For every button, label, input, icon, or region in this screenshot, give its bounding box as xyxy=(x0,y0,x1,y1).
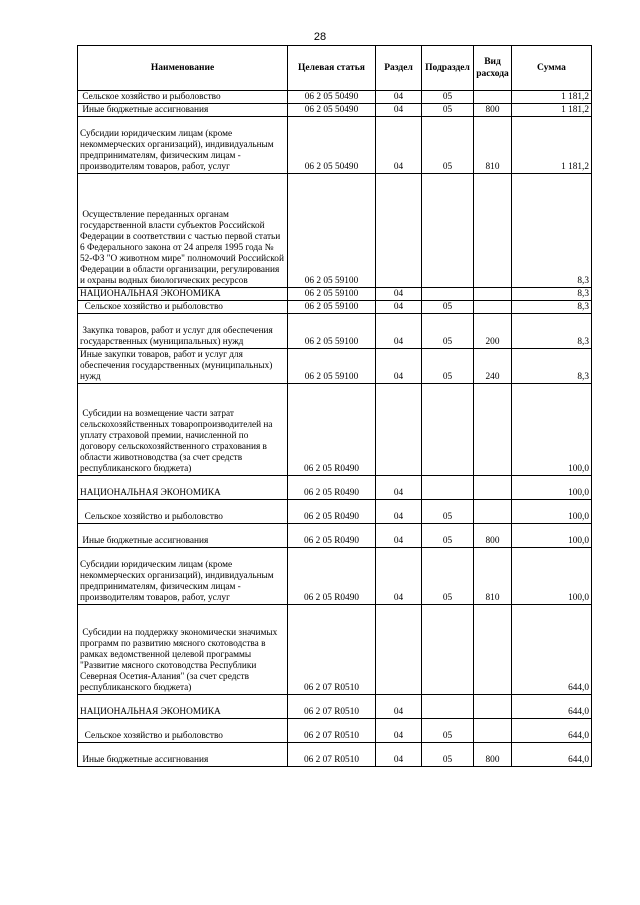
row-subsection: 05 xyxy=(422,117,474,174)
row-expense-type xyxy=(474,476,512,500)
row-expense-type: 800 xyxy=(474,104,512,117)
row-sum: 100,0 xyxy=(512,500,592,524)
table-row xyxy=(78,314,592,349)
row-name: Субсидии на поддержку экономически значимых программ по развитию мясного скотоводства в рамках ведомственной целевой программы "Развитие мясного скотоводства Республики Северная Осетия-Алания" (за счет средств республиканского бюджета) xyxy=(78,605,288,695)
row-name: Иные бюджетные ассигнования xyxy=(78,104,288,117)
row-subsection xyxy=(422,605,474,695)
row-section xyxy=(376,174,422,288)
header-target: Целевая статья xyxy=(288,46,376,91)
row-target-code: 06 2 05 59100 xyxy=(288,288,376,301)
row-subsection: 05 xyxy=(422,719,474,743)
row-sum: 100,0 xyxy=(512,384,592,476)
row-target-code: 06 2 05 50490 xyxy=(288,104,376,117)
row-name: Субсидии юридическим лицам (кроме некоммерческих организаций), индивидуальным предпринимателям, физическим лицам - производителям товаров, работ, услуг xyxy=(78,548,288,605)
row-subsection: 05 xyxy=(422,104,474,117)
row-target-code: 06 2 05 59100 xyxy=(288,349,376,384)
row-subsection: 05 xyxy=(422,548,474,605)
row-expense-type xyxy=(474,695,512,719)
row-sum: 8,3 xyxy=(512,174,592,288)
table-row xyxy=(78,384,592,476)
row-name: Осуществление переданных органам государственной власти субъектов Российской Федерации в соответствии с частью первой статьи 6 Федерального закона от 24 апреля 1995 года № 52-ФЗ "О животном мире" полномочий Российской Федерации в области организации, регулирования и охраны водных биологических ресурсов xyxy=(78,174,288,288)
row-expense-type: 240 xyxy=(474,349,512,384)
row-expense-type: 200 xyxy=(474,314,512,349)
row-name: Иные бюджетные ассигнования xyxy=(78,743,288,767)
table-row xyxy=(78,719,592,743)
row-name: НАЦИОНАЛЬНАЯ ЭКОНОМИКА xyxy=(78,695,288,719)
table-row xyxy=(78,91,592,104)
row-expense-type xyxy=(474,288,512,301)
row-target-code: 06 2 07 R0510 xyxy=(288,695,376,719)
table-row xyxy=(78,500,592,524)
row-subsection: 05 xyxy=(422,524,474,548)
header-subsection: Подраздел xyxy=(422,46,474,91)
table-row xyxy=(78,288,592,301)
row-section xyxy=(376,384,422,476)
row-sum: 100,0 xyxy=(512,548,592,605)
row-name: Субсидии юридическим лицам (кроме некоммерческих организаций), индивидуальным предпринимателям, физическим лицам - производителям товаров, работ, услуг xyxy=(78,117,288,174)
table-row xyxy=(78,301,592,314)
row-target-code: 06 2 07 R0510 xyxy=(288,743,376,767)
row-name: Сельское хозяйство и рыболовство xyxy=(78,91,288,104)
row-target-code: 06 2 05 59100 xyxy=(288,174,376,288)
row-name: Иные закупки товаров, работ и услуг для обеспечения государственных (муниципальных) нужд xyxy=(78,349,288,384)
row-target-code: 06 2 05 R0490 xyxy=(288,500,376,524)
row-subsection xyxy=(422,288,474,301)
row-target-code: 06 2 05 R0490 xyxy=(288,384,376,476)
row-section: 04 xyxy=(376,288,422,301)
row-sum: 644,0 xyxy=(512,605,592,695)
row-section xyxy=(376,605,422,695)
row-expense-type: 810 xyxy=(474,117,512,174)
row-target-code: 06 2 05 50490 xyxy=(288,117,376,174)
table-header-row xyxy=(78,46,592,91)
row-section: 04 xyxy=(376,301,422,314)
row-target-code: 06 2 05 R0490 xyxy=(288,524,376,548)
table-row xyxy=(78,117,592,174)
row-section: 04 xyxy=(376,91,422,104)
row-expense-type: 800 xyxy=(474,743,512,767)
header-sum: Сумма xyxy=(512,46,592,91)
row-target-code: 06 2 05 50490 xyxy=(288,91,376,104)
row-sum: 644,0 xyxy=(512,719,592,743)
row-sum: 8,3 xyxy=(512,314,592,349)
budget-table xyxy=(77,45,592,767)
row-expense-type xyxy=(474,384,512,476)
row-target-code: 06 2 05 R0490 xyxy=(288,476,376,500)
row-section: 04 xyxy=(376,117,422,174)
table-row xyxy=(78,743,592,767)
row-target-code: 06 2 05 59100 xyxy=(288,314,376,349)
header-section: Раздел xyxy=(376,46,422,91)
row-section: 04 xyxy=(376,349,422,384)
row-section: 04 xyxy=(376,743,422,767)
row-section: 04 xyxy=(376,500,422,524)
row-expense-type xyxy=(474,500,512,524)
row-sum: 1 181,2 xyxy=(512,104,592,117)
row-sum: 100,0 xyxy=(512,524,592,548)
row-subsection: 05 xyxy=(422,349,474,384)
row-section: 04 xyxy=(376,314,422,349)
row-subsection: 05 xyxy=(422,301,474,314)
row-subsection: 05 xyxy=(422,743,474,767)
row-sum: 1 181,2 xyxy=(512,91,592,104)
row-target-code: 06 2 05 R0490 xyxy=(288,548,376,605)
row-expense-type xyxy=(474,605,512,695)
row-sum: 1 181,2 xyxy=(512,117,592,174)
table-row xyxy=(78,524,592,548)
row-sum: 644,0 xyxy=(512,695,592,719)
table-row xyxy=(78,476,592,500)
row-sum: 100,0 xyxy=(512,476,592,500)
row-sum: 644,0 xyxy=(512,743,592,767)
row-section: 04 xyxy=(376,548,422,605)
row-name: НАЦИОНАЛЬНАЯ ЭКОНОМИКА xyxy=(78,288,288,301)
row-target-code: 06 2 05 59100 xyxy=(288,301,376,314)
row-name: Иные бюджетные ассигнования xyxy=(78,524,288,548)
row-subsection: 05 xyxy=(422,314,474,349)
row-expense-type: 810 xyxy=(474,548,512,605)
row-section: 04 xyxy=(376,476,422,500)
header-name: Наименование xyxy=(78,46,288,91)
row-subsection xyxy=(422,384,474,476)
row-expense-type xyxy=(474,719,512,743)
row-target-code: 06 2 07 R0510 xyxy=(288,605,376,695)
table-row xyxy=(78,605,592,695)
row-target-code: 06 2 07 R0510 xyxy=(288,719,376,743)
table-row xyxy=(78,548,592,605)
row-section: 04 xyxy=(376,524,422,548)
row-name: Сельское хозяйство и рыболовство xyxy=(78,500,288,524)
row-name: Сельское хозяйство и рыболовство xyxy=(78,719,288,743)
row-subsection xyxy=(422,695,474,719)
row-expense-type xyxy=(474,174,512,288)
table-row xyxy=(78,174,592,288)
row-subsection: 05 xyxy=(422,91,474,104)
table-body xyxy=(78,91,592,767)
row-sum: 8,3 xyxy=(512,288,592,301)
row-name: НАЦИОНАЛЬНАЯ ЭКОНОМИКА xyxy=(78,476,288,500)
row-name: Субсидии на возмещение части затрат сельскохозяйственных товаропроизводителей на уплату страховой премии, начисленной по договору сельскохозяйственного страхования в области животноводства (за счет средств республиканского бюджета) xyxy=(78,384,288,476)
row-sum: 8,3 xyxy=(512,301,592,314)
page-number: 28 xyxy=(313,31,327,43)
row-section: 04 xyxy=(376,719,422,743)
row-expense-type: 800 xyxy=(474,524,512,548)
row-expense-type xyxy=(474,91,512,104)
row-name: Закупка товаров, работ и услуг для обеспечения государственных (муниципальных) нужд xyxy=(78,314,288,349)
header-expense-type: Вид расхода xyxy=(474,46,512,91)
row-expense-type xyxy=(474,301,512,314)
row-subsection: 05 xyxy=(422,500,474,524)
table-row xyxy=(78,695,592,719)
row-sum: 8,3 xyxy=(512,349,592,384)
table-row xyxy=(78,104,592,117)
row-name: Сельское хозяйство и рыболовство xyxy=(78,301,288,314)
row-section: 04 xyxy=(376,695,422,719)
row-subsection xyxy=(422,476,474,500)
table-row xyxy=(78,349,592,384)
row-subsection xyxy=(422,174,474,288)
row-section: 04 xyxy=(376,104,422,117)
